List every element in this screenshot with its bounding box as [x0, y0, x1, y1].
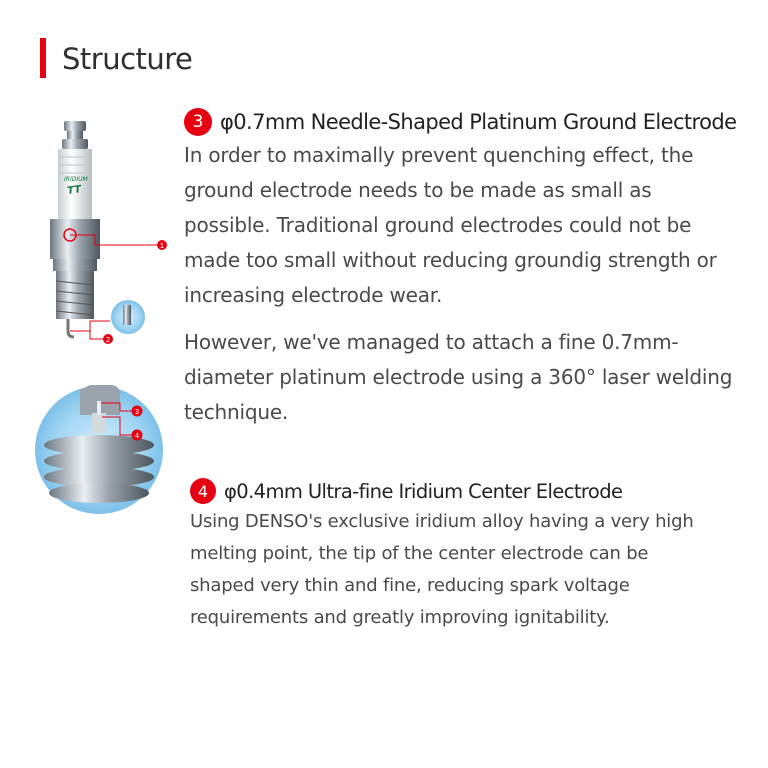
title-accent-bar: [40, 38, 46, 78]
paragraph: [184, 325, 759, 430]
section-heading: [190, 478, 750, 504]
paragraph: [190, 506, 750, 634]
text-line: possible. Traditional ground electrodes could not be: [184, 213, 692, 237]
terminal-nut: [62, 121, 88, 149]
insulator: [58, 149, 92, 219]
text-line: Using DENSO's exclusive iridium alloy having a very high: [190, 511, 694, 532]
section-platinum-ground-electrode: [184, 108, 759, 430]
svg-text:4: 4: [134, 432, 140, 440]
spark-plug-illustration: [20, 95, 185, 535]
page-title: Structure: [62, 42, 193, 76]
svg-text:3: 3: [134, 408, 140, 416]
text-line: shaped very thin and fine, reducing spark voltage: [190, 575, 630, 596]
paragraph: [184, 138, 759, 313]
svg-text:2: 2: [105, 336, 111, 344]
text-line: increasing electrode wear.: [184, 283, 443, 307]
text-line: In order to maximally prevent quenching effect, the: [184, 143, 694, 167]
text-line: diameter platinum electrode using a 360° laser welding: [184, 365, 733, 389]
text-line: However, we've managed to attach a fine 0.7mm-: [184, 330, 679, 354]
number-badge: 3: [184, 108, 212, 136]
text-line: requirements and greatly improving ignitability.: [190, 607, 610, 628]
text-line: made too small without reducing groundig strength or: [184, 248, 717, 272]
heading-text: φ0.7mm Needle-Shaped Platinum Ground Electrode: [220, 110, 737, 134]
section-heading: [184, 108, 759, 136]
text-line: ground electrode needs to be made as small as: [184, 178, 652, 202]
svg-text:IRIDIUM: IRIDIUM: [64, 176, 88, 183]
number-badge: 4: [190, 478, 216, 504]
section-iridium-center-electrode: [190, 478, 750, 634]
heading-text: φ0.4mm Ultra-fine Iridium Center Electrode: [224, 479, 623, 503]
text-line: melting point, the tip of the center electrode can be: [190, 543, 649, 564]
text-line: technique.: [184, 400, 289, 424]
svg-text:1: 1: [159, 242, 165, 250]
electrode-zoom: [35, 385, 163, 514]
svg-text:TT: TT: [66, 184, 82, 197]
